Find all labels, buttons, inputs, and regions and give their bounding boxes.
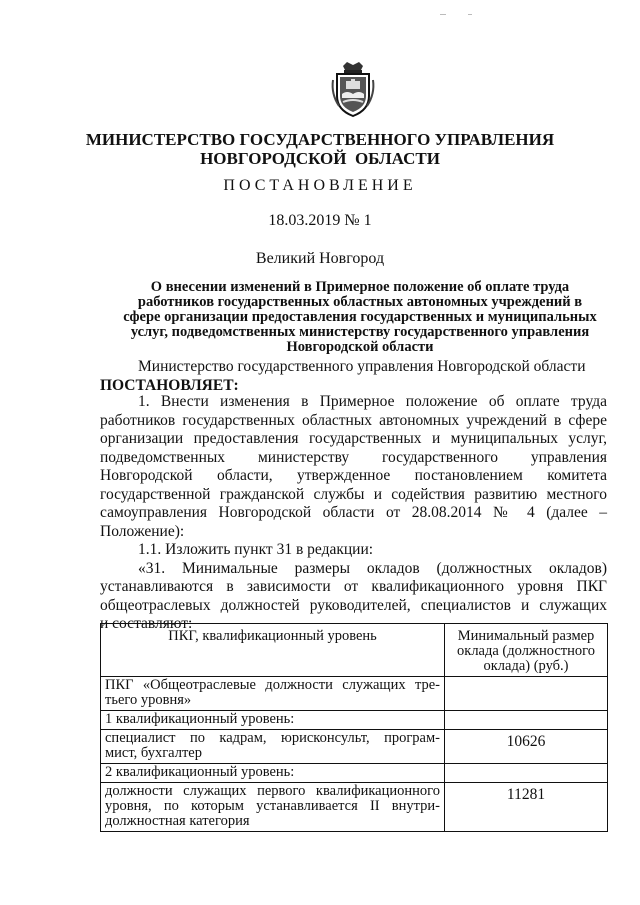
document-city: Великий Новгород bbox=[255, 250, 385, 267]
cell-line: должности служащих первого квалификационного bbox=[105, 783, 440, 799]
cell-line: специалист по кадрам, юрисконсульт, програм- bbox=[105, 730, 440, 746]
subject-line: О внесении изменений в Примерное положение об оплате труда bbox=[150, 279, 570, 295]
document-date-number: 18.03.2019 № 1 bbox=[268, 212, 372, 229]
decrees-word: ПОСТАНОВЛЯЕТ: bbox=[100, 376, 239, 394]
scan-mark bbox=[468, 14, 472, 15]
table-cell bbox=[101, 730, 445, 764]
header-line: оклада (должностного bbox=[457, 643, 595, 659]
table-row bbox=[101, 677, 608, 711]
table-row bbox=[101, 711, 608, 730]
cell-line: тьего уровня» bbox=[105, 692, 192, 708]
table-row bbox=[101, 783, 608, 832]
document-subject bbox=[120, 280, 600, 355]
table-cell bbox=[101, 677, 445, 711]
cell-line: мист, бухгалтер bbox=[105, 745, 202, 761]
table-cell: 2 квалификационный уровень: bbox=[101, 764, 445, 783]
document-type: ПОСТАНОВЛЕНИЕ bbox=[223, 177, 417, 194]
table-row bbox=[101, 730, 608, 764]
paragraph-line: Новгородской области, утвержденное постановлением комитета bbox=[100, 467, 607, 484]
header-line: оклада) (руб.) bbox=[483, 658, 569, 674]
table-cell: 1 квалификационный уровень: bbox=[101, 711, 445, 730]
paragraph-line: Положение): bbox=[100, 522, 185, 540]
subject-line: Новгородской области bbox=[286, 339, 434, 355]
table-cell: 10626 bbox=[445, 730, 608, 764]
paragraph-line: самоуправления Новгородской области от 28.08.2014 № 4 (далее – bbox=[100, 504, 607, 521]
paragraph-line: работников государственных областных автономных учреждений в сфере bbox=[100, 411, 607, 429]
ministry-title bbox=[0, 130, 640, 168]
intro-text: Министерство государственного управления Новгородской области bbox=[138, 358, 586, 375]
scan-mark bbox=[440, 14, 446, 15]
table-cell bbox=[445, 764, 608, 783]
table-header-cell bbox=[445, 624, 608, 677]
paragraph-line: и составляют: bbox=[100, 615, 193, 632]
header-line: Минимальный размер bbox=[457, 628, 595, 644]
paragraph-1-1: 1.1. Изложить пункт 31 в редакции: bbox=[138, 541, 374, 558]
ministry-title-line: МИНИСТЕРСТВО ГОСУДАРСТВЕННОГО УПРАВЛЕНИЯ bbox=[85, 130, 555, 149]
paragraph-line: «31. Минимальные размеры окладов (должностных окладов) bbox=[138, 559, 607, 577]
paragraph-1 bbox=[100, 393, 607, 634]
table-row bbox=[101, 764, 608, 783]
table-cell bbox=[101, 783, 445, 832]
paragraph-line: организации предоставления государственных и муниципальных услуг, bbox=[100, 430, 607, 447]
table-header-cell: ПКГ, квалификационный уровень bbox=[101, 624, 445, 677]
paragraph-line: государственной гражданской службы и содействия развитию местного bbox=[100, 485, 607, 503]
table-cell: 11281 bbox=[445, 783, 608, 832]
subject-line: услуг, подведомственных министерству государственного управления bbox=[130, 324, 590, 340]
table-cell bbox=[445, 711, 608, 730]
paragraph-line: общеотраслевых должностей руководителей, специалистов и служащих bbox=[100, 596, 607, 614]
paragraph-line: 1. Внести изменения в Примерное положение об оплате труда bbox=[138, 393, 607, 410]
coat-of-arms-emblem bbox=[329, 60, 377, 118]
table-cell bbox=[445, 677, 608, 711]
salary-table bbox=[100, 623, 608, 832]
paragraph-line: подведомственных министерству государственного управления bbox=[100, 448, 607, 466]
cell-line: уровня, по которым устанавливается II внутри- bbox=[105, 798, 440, 814]
subject-line: сфере организации предоставления государственных и муниципальных bbox=[123, 309, 597, 325]
subject-line: работников государственных областных автономных учреждений в bbox=[137, 294, 583, 310]
ministry-title-line: НОВГОРОДСКОЙ ОБЛАСТИ bbox=[200, 149, 440, 168]
cell-line: ПКГ «Общеотраслевые должности служащих тре- bbox=[105, 677, 440, 693]
table-header-row bbox=[101, 624, 608, 677]
cell-line: должностная категория bbox=[105, 813, 250, 829]
paragraph-line: устанавливаются в зависимости от квалификационного уровня ПКГ bbox=[100, 578, 607, 595]
decree-intro bbox=[100, 358, 607, 395]
